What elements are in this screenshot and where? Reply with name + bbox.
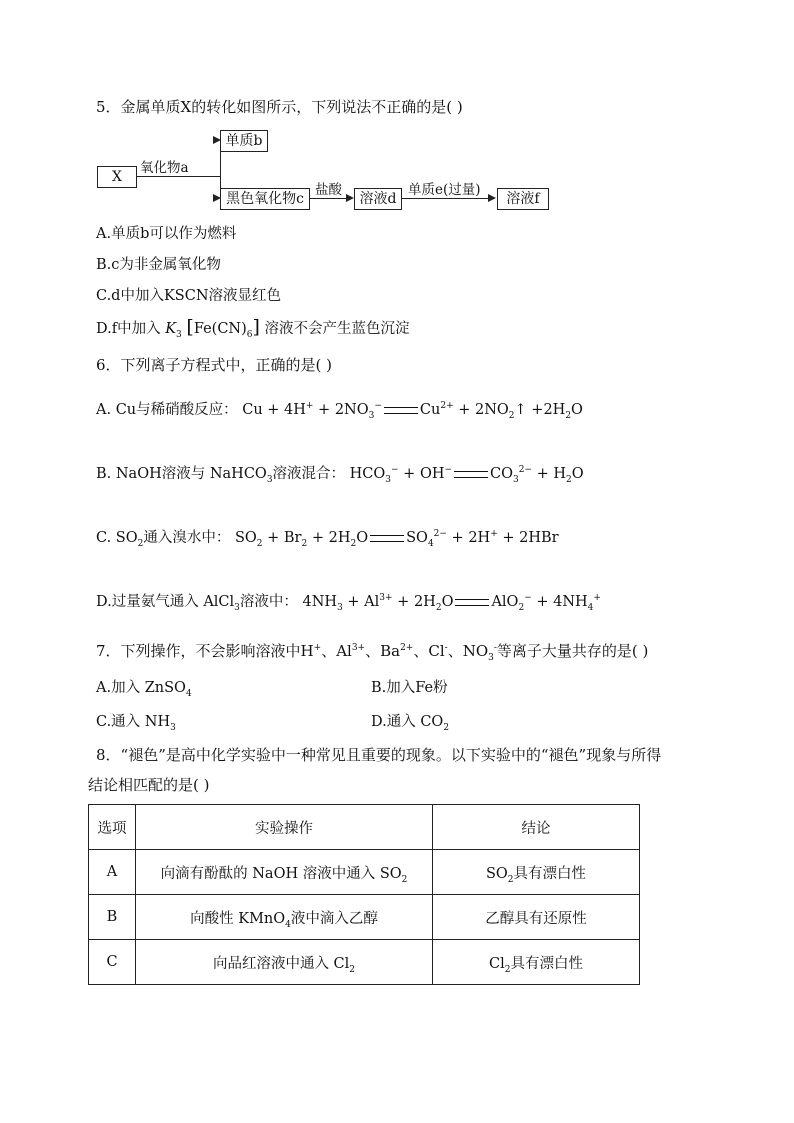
q7-stem: 7．下列操作，不会影响溶液中H+、$Al^{3+}$、$Ba^{2+}$、Cl-、$NO_3^-$等离子大量共存的是( )	[96, 642, 649, 663]
arrowhead-f	[488, 194, 496, 202]
box-solution-d: 溶液d	[354, 188, 402, 210]
q6-option-b: B. NaOH溶液与 NaHCO$_3$溶液混合： $HCO_3^- + OH^-$ $CO_3^{2-} + H_2O$	[96, 465, 584, 485]
q7-option-c: C.通入 $NH_3$	[96, 714, 176, 733]
arrow-x	[136, 176, 220, 177]
res-sub: 2	[507, 874, 514, 885]
q7-stem-no3: 、NO	[447, 642, 489, 660]
res-post: 具有漂白性	[510, 955, 583, 972]
q5-d-sub: 3	[176, 329, 182, 340]
row-conclusion	[433, 940, 640, 985]
row-option: B	[89, 895, 136, 940]
q7-stem-post: 等离子大量共存的是( )	[496, 642, 649, 660]
header-operation: 实验操作	[136, 805, 433, 850]
q6-b-label: B. NaOH溶液与 NaHCO	[96, 466, 267, 482]
q5-d-rbracket: ]	[252, 316, 260, 338]
label-simple-e: 单质e(过量)	[408, 182, 481, 198]
q5-stem: 5．金属单质X的转化如图所示，下列说法不正确的是( )	[96, 98, 463, 116]
q5-d-sub6: 6	[246, 329, 253, 340]
arrowhead-d	[346, 194, 354, 202]
table-row	[89, 850, 640, 895]
op-text: 向滴有酚酞的 NaOH 溶液中通入 SO	[160, 865, 402, 882]
q7-a-text: A.加入 ZnSO	[96, 680, 186, 696]
q5-option-b: B.c为非金属氧化物	[96, 257, 221, 273]
op-sub: 4	[285, 919, 291, 930]
op-text: 向品红溶液中通入 Cl	[212, 955, 350, 972]
q6-b-equation: $HCO_3^- + OH^-$ $CO_3^{2-} + H_2O$	[349, 465, 584, 485]
arrow-df	[401, 198, 488, 199]
q6-c-label2: 通入溴水中：	[143, 530, 231, 546]
q7-d-text: D.通入 CO	[371, 714, 444, 730]
q7-option-b: B.加入Fe粉	[371, 680, 448, 696]
q6-option-d: D.过量氨气通入 AlCl$_3$溶液中： $4NH_3 + Al^{3+} + 2H_2O$ $AlO_2^- + 4NH_4^+$	[96, 593, 601, 613]
q6-stem: 6．下列离子方程式中，正确的是( )	[96, 356, 333, 374]
q6-c-equation: $SO_2 + Br_2 + 2H_2O$ $SO_4^{2-} + 2H^+ + 2HBr$	[234, 529, 559, 549]
box-black-oxide-c: 黑色氧化物c	[220, 188, 310, 210]
q7-stem-cl: 、Cl	[413, 642, 445, 660]
box-x: X	[97, 166, 137, 188]
q5-option-a: A.单质b可以作为燃料	[96, 226, 237, 242]
row-operation	[136, 850, 433, 895]
q6-a-equation: $Cu + 4H^+ + 2NO_3^-$ $Cu^{2+}$ + $2NO_2↑ +2H_2O$	[242, 401, 583, 421]
row-conclusion	[433, 895, 640, 940]
q5-d-post: 溶液不会产生蓝色沉淀	[264, 321, 410, 337]
q5-d-k: K	[165, 321, 177, 337]
op-sub: 2	[349, 964, 356, 975]
row-option: C	[89, 940, 136, 985]
label-hcl: 盐酸	[315, 182, 342, 198]
table-header-row	[89, 805, 640, 850]
header-conclusion: 结论	[433, 805, 640, 850]
table-row	[89, 940, 640, 985]
q7-option-d: D.通入 $CO_2$	[371, 714, 450, 733]
res-text: SO	[485, 865, 508, 882]
q5-d-pre: D.f中加入	[96, 321, 161, 337]
table-row	[89, 895, 640, 940]
q6-a-label: A. Cu与稀硝酸反应：	[96, 402, 238, 418]
q8-stem-line1: 8．“褪色”是高中化学实验中一种常见且重要的现象。以下实验中的“褪色”现象与所得	[96, 746, 662, 764]
res-sub: 2	[504, 964, 511, 975]
q7-stem-al: 、Al	[321, 642, 352, 660]
op-text: 向酸性 KMnO	[190, 910, 286, 927]
q7-c-text: C.通入 NH	[96, 714, 171, 730]
q8-stem-line2: 结论相匹配的是( )	[88, 776, 210, 794]
q5-option-d	[96, 316, 410, 338]
res-post: 具有漂白性	[513, 865, 587, 882]
q5-d-lbracket: [	[186, 316, 194, 338]
row-option: A	[89, 850, 136, 895]
q6-d-label: D.过量氨气通入 AlCl	[96, 594, 235, 610]
op-post: 液中滴入乙醇	[290, 910, 378, 927]
q8-table	[88, 804, 640, 985]
res-text: 乙醇具有还原性	[485, 910, 587, 927]
res-text: Cl	[489, 955, 505, 972]
q6-d-label2: 溶液中：	[239, 594, 298, 610]
q5-option-c: C.d中加入KSCN溶液显红色	[96, 288, 282, 304]
label-oxide-a: 氧化物a	[140, 160, 189, 176]
op-sub: 2	[401, 874, 408, 885]
q7-stem-ba: 、Ba	[365, 642, 401, 660]
q5-d-fecn: Fe(CN)	[193, 321, 247, 337]
q6-c-label: C. SO	[96, 530, 138, 546]
arrow-cd	[309, 198, 346, 199]
q6-option-c: C. $SO_2$通入溴水中： $SO_2 + Br_2 + 2H_2O$ $SO_4^{2-} + 2H^+ + 2HBr$	[96, 529, 559, 549]
q7-stem-pre: 7．下列操作，不会影响溶液中H	[96, 642, 314, 660]
q6-d-equation: $4NH_3 + Al^{3+} + 2H_2O$ $AlO_2^- + 4NH_4^+$	[302, 593, 601, 613]
q6-b-label2: 溶液混合：	[272, 466, 346, 482]
header-option: 选项	[89, 805, 136, 850]
row-conclusion	[433, 850, 640, 895]
row-operation	[136, 895, 433, 940]
q7-option-a: A.加入 ZnSO$_4$	[96, 680, 192, 699]
row-operation	[136, 940, 433, 985]
box-solution-f: 溶液f	[497, 188, 549, 210]
q6-option-a	[96, 398, 583, 419]
box-simple-b: 单质b	[220, 130, 268, 152]
